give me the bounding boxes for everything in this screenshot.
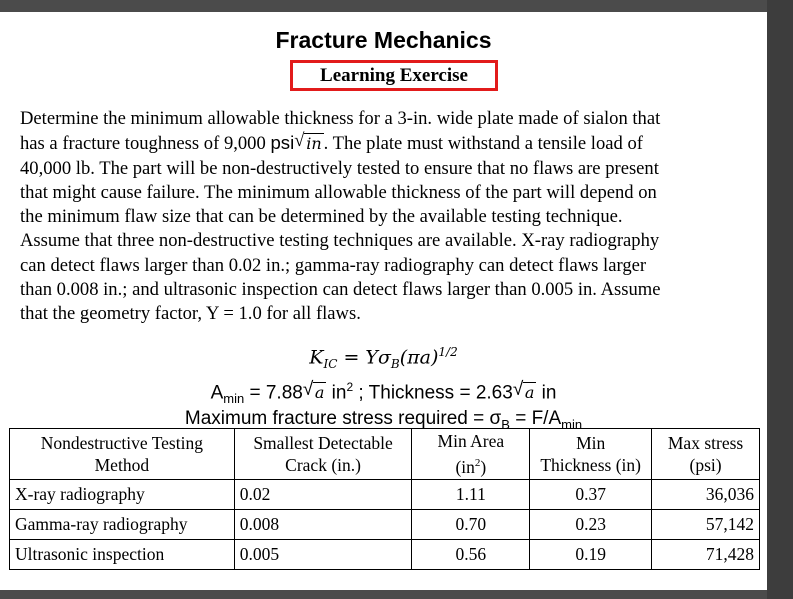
sqrt-radicand: a (524, 383, 535, 403)
problem-line-7: can detect flaws larger than 0.02 in.; gamma-ray radiography can detect flaws larger (20, 254, 647, 276)
toughness-unit: psi (270, 132, 295, 154)
area-sub: min (223, 391, 245, 407)
problem-line-2 (20, 131, 765, 156)
radical-sign: √ (512, 379, 524, 401)
sqrt-radicand: a (314, 383, 325, 403)
problem-line-2-suffix: . The plate must withstand a tensile load of (323, 133, 643, 155)
radical-sign: √ (302, 379, 314, 401)
area-coefficient: = 7.88 (244, 382, 303, 404)
header-max-stress (652, 429, 760, 480)
header-crack (234, 429, 412, 480)
formula-paren: (πa) (399, 346, 439, 369)
sqrt-in (294, 132, 323, 156)
area-thickness-equation (0, 380, 767, 406)
cell-area: 0.56 (412, 540, 530, 570)
cell-thickness: 0.23 (530, 510, 652, 540)
fracture-toughness-formula (0, 345, 767, 371)
problem-statement (20, 107, 765, 327)
cell-thickness: 0.19 (530, 540, 652, 570)
stress-text: Maximum fracture stress required = σ (184, 408, 502, 429)
area-min-sub: min (561, 416, 583, 432)
header-text: Crack (in.) (285, 455, 361, 475)
cell-crack: 0.005 (234, 540, 412, 570)
problem-line-3: 40,000 lb. The part will be non-destructively tested to ensure that no flaws are present (20, 157, 659, 179)
document-page (0, 12, 767, 590)
problem-line-9: that the geometry factor, Y = 1.0 for all flaws. (20, 303, 361, 325)
sigma-sub: B (501, 416, 510, 432)
header-text: Max stress (667, 433, 744, 453)
header-text: ) (480, 456, 487, 477)
cell-method: X-ray radiography (10, 480, 235, 510)
stress-rest: = F/A (509, 408, 562, 429)
page-title: Fracture Mechanics (275, 27, 492, 53)
table-row (10, 540, 760, 570)
header-text: Min (576, 433, 606, 453)
subtitle: Learning Exercise (320, 64, 468, 86)
header-text: Nondestructive Testing (40, 433, 203, 453)
cell-stress: 57,142 (652, 510, 760, 540)
header-text: Method (94, 455, 150, 475)
area-label: A (210, 382, 224, 404)
problem-line-4: that might cause failure. The minimum allowable thickness of the part will depend on (20, 181, 657, 203)
problem-line-8: than 0.008 in.; and ultrasonic inspection can detect flaws larger than 0.005 in. Assume (20, 279, 661, 301)
cell-area: 0.70 (412, 510, 530, 540)
header-min-thickness (530, 429, 652, 480)
header-method (10, 429, 235, 480)
viewer-scrollbar[interactable] (767, 0, 793, 599)
table-header-row (10, 429, 760, 480)
table-row (10, 510, 760, 540)
table-row (10, 480, 760, 510)
subtitle-highlight-box (290, 60, 498, 91)
thickness-unit: in (536, 382, 557, 404)
cell-method: Ultrasonic inspection (10, 540, 235, 570)
header-text: (in (455, 456, 475, 477)
cell-thickness: 0.37 (530, 480, 652, 510)
formula-rhs-sub: B (390, 357, 400, 372)
sqrt-a-thickness (512, 379, 537, 404)
header-sup: 2 (474, 457, 481, 470)
formula-lhs: K (309, 346, 324, 369)
radical-sign: √ (294, 130, 305, 152)
cell-crack: 0.02 (234, 480, 412, 510)
cell-crack: 0.008 (234, 510, 412, 540)
header-text: Thickness (in) (540, 455, 641, 475)
problem-line-6: Assume that three non-destructive testing techniques are available. X-ray radiography (20, 230, 660, 252)
cell-area: 1.11 (412, 480, 530, 510)
header-text: (psi) (689, 455, 722, 475)
cell-stress: 36,036 (652, 480, 760, 510)
header-text: Min Area (437, 431, 505, 452)
sqrt-a-area (302, 379, 327, 404)
problem-line-1: Determine the minimum allowable thickness for a 3-in. wide plate made of sialon that (20, 108, 661, 129)
header-min-area (412, 429, 530, 480)
results-table (9, 428, 760, 570)
problem-line-5: the minimum flaw size that can be determined by the available testing technique. (20, 206, 623, 228)
problem-line-2-prefix: has a fracture toughness of 9,000 (20, 133, 271, 155)
header-text: Smallest Detectable (253, 433, 393, 453)
formula-lhs-sub: IC (323, 357, 338, 372)
cell-method: Gamma-ray radiography (10, 510, 235, 540)
sqrt-radicand: in (306, 134, 322, 154)
area-unit: in (326, 382, 347, 404)
cell-stress: 71,428 (652, 540, 760, 570)
thickness-label: ; Thickness = 2.63 (353, 382, 513, 404)
formula-exponent: 1/2 (438, 345, 458, 359)
formula-rhs: = Yσ (337, 346, 391, 369)
area-unit-sup: 2 (346, 380, 354, 394)
